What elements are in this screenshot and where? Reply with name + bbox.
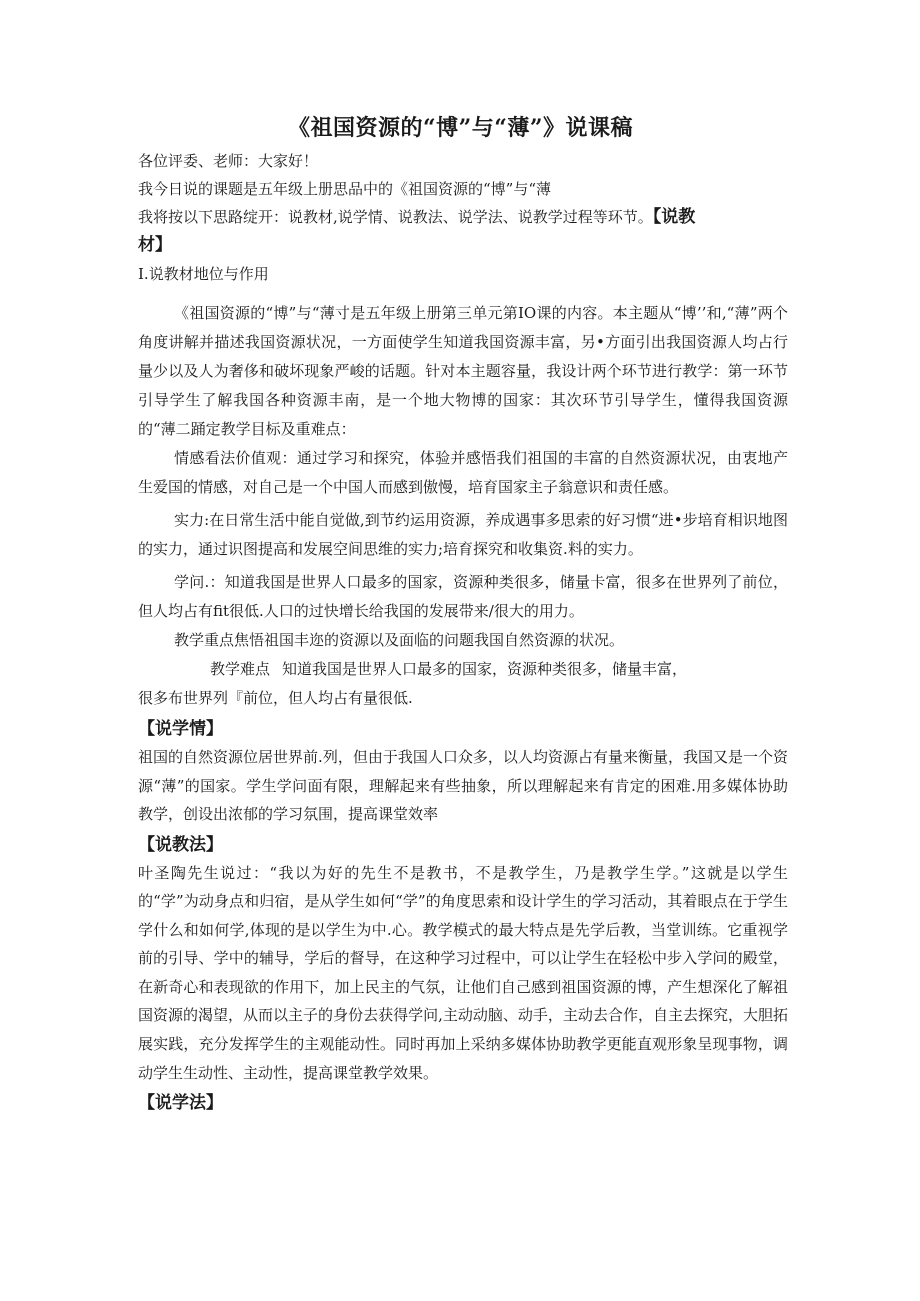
topic-line: 我今日说的课题是五年级上册思品中的《祖国资源的“博”与“薄 [138,179,552,198]
document-page [138,108,788,1117]
paragraph-status: 《祖国资源的“博”与“薄寸是五年级上册第三单元第IO课的内容。本主题从“博’’和,“薄”两个角度讲解并描述我国资源状况，一方面使学生知道我国资源丰富，另•方面引出我国资源人均占行量少以及人为奢侈和破坏现象严峻的话题。针对本主题容量，我设计两个环节进行教学：第一环节引导学生了解我国各种资源丰南，是一个地大物博的国家：其次环节引导学生，懂得我国资源的“薄二踊定教学目标及重难点： [138,304,788,438]
paragraph-emotion: 情感看法价值观：通过学习和探究，体验并感悟我们祖国的丰富的自然资源状况，由衷地产生爱国的情感，对自己是一个中国人而感到傲慢，培育国家主子翁意识和责任感。 [138,449,788,496]
heading-students: 【说学情】 [138,719,223,739]
heading-textbook-part1: 【说教 [652,207,696,227]
difficulty-label: 教学难点 [210,660,271,678]
outline-line [138,203,788,232]
paragraph-students: 祖国的自然资源位居世界前.列，但由于我国人口众多，以人均资源占有量来衡量，我国又是一个资源“薄”的国家。学生学问面有限，理解起来有些抽象，所以理解起来有肯定的困难.用多媒体协助教学，创设出浓郁的学习氛围，提高课堂效率 [138,748,788,823]
heading-teaching-method: 【说教法】 [138,834,223,855]
paragraph-teaching-method: 叶圣陶先生说过：“我以为好的先生不是教书，不是教学生，乃是教学生学。”这就是以学生的“学”为动身点和归宿，是从学生如何“学”的角度思索和设计学生的学习活动，其着眼点在于学生学什么和如何学,体现的是以学生为中.心。教学模式的最大特点是先学后教，当堂训练。它重视学前的引导、学中的辅导，学后的督导，在这种学习过程中，可以让学生在轻松中步入学问的殿堂，在新奇心和表现欲的作用下，加上民主的气氛，让他们自己感到祖国资源的博，产生想深化了解祖国资源的渴望，从而以主子的身份去获得学问,主动动脑、动手，主动去合作，自主去探究，大胆拓展实践，充分发挥学生的主观能动性。同时再加上采纳多媒体协助教学更能直观形象呈现事物，调动学生生动性、主动性，提高课堂教学效果。 [138,863,788,1082]
paragraph-key-points: 教学重点焦悟祖国丰迩的资源以及面临的问题我国自然资源的状况。 [174,631,625,649]
intro-block [138,148,788,259]
page-title: 《祖国资源的“博”与“薄”》说课稿 [287,115,634,141]
outline-text: 我将按以下思路绽开：说教材,说学情、说教法、说学法、说教学过程等环节。 [138,208,653,226]
subheading-status: I.说教材地位与作用 [138,265,269,283]
spacer [138,289,788,299]
greeting: 各位评委、老师：大家好！ [138,152,319,170]
difficulty-text: 知道我国是世界人口最多的国家，资源种类很多，储量丰富， [282,660,688,678]
heading-textbook-part2: 材】 [138,234,172,255]
paragraph-knowledge: 学问.：知道我国是世界人口最多的国家，资源种类很多，储量卡富，很多在世界列了前位，但人均占有fit很低.人口的过快增长给我国的发展带来/很大的用力。 [138,573,788,620]
heading-learning-method: 【说学法】 [138,1093,223,1114]
paragraph-difficulty [138,655,788,684]
difficulty-continuation: 很多布世界列『前位，但人均占有量很低. [138,689,413,707]
paragraph-ability: 实力:在日常生活中能自觉做,到节约运用资源，养成遇事多思索的好习惯“进•步培育相识地图的实力，通过识图提高和发展空间思维的实力;培育探究和收集资.料的实力。 [138,511,788,558]
